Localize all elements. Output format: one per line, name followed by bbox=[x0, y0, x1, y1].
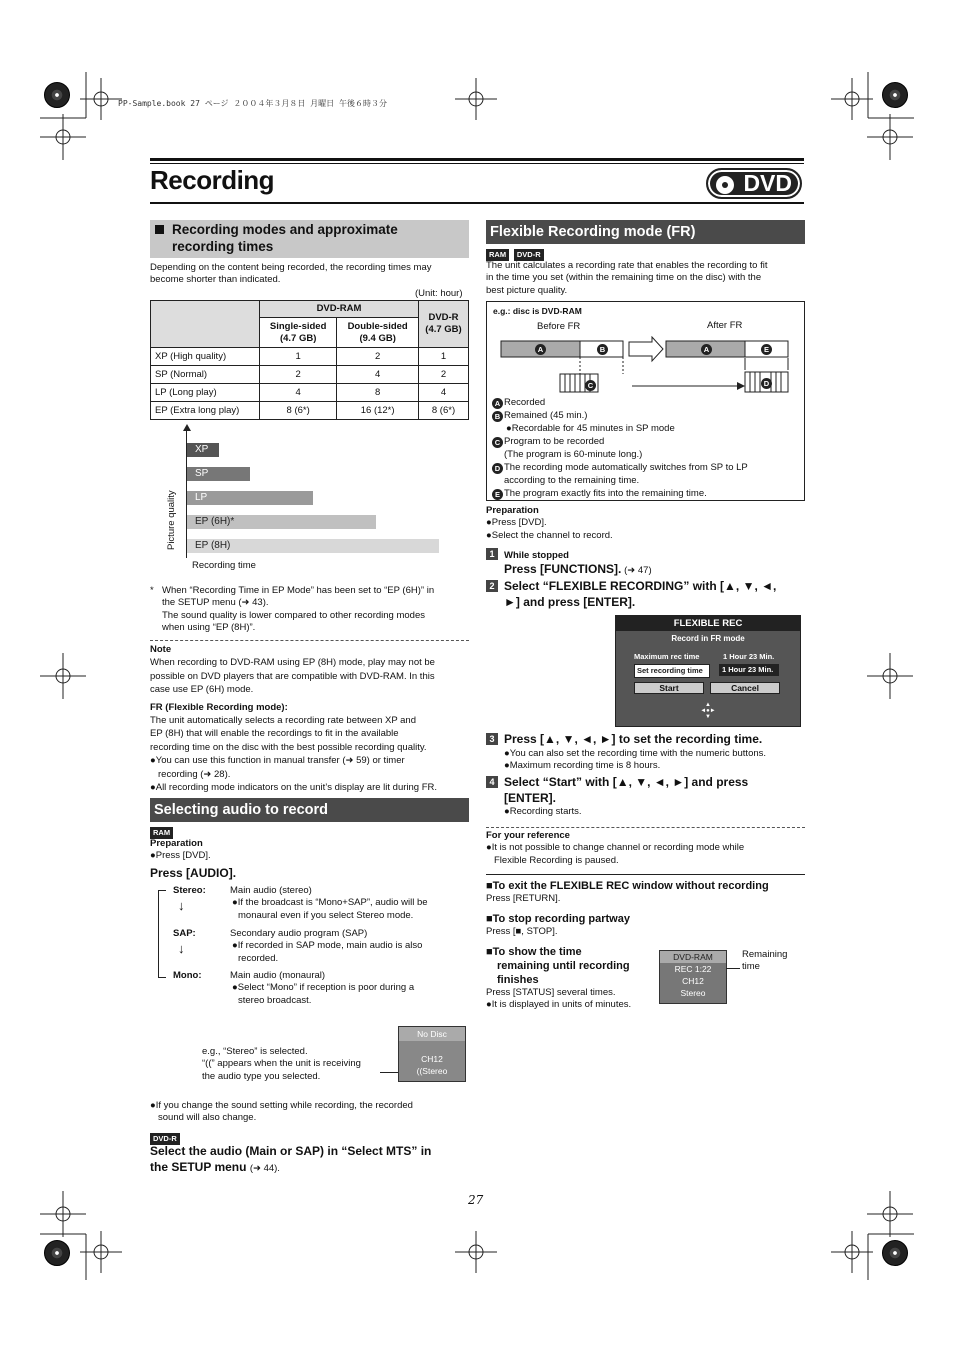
exit-text: Press [RETURN]. bbox=[486, 893, 561, 905]
fr-intro-line2: in the time you set (within the remaining time on the disc) with the bbox=[486, 272, 762, 284]
step3-main: Press [▲, ▼, ◄, ►] to set the recording time. bbox=[504, 732, 763, 746]
chart-xlabel: Recording time bbox=[192, 560, 256, 571]
for-your-reference bbox=[486, 830, 806, 867]
cell-single: 8 (6*) bbox=[260, 402, 337, 420]
chart-bar: EP (8H) bbox=[187, 539, 439, 553]
exit-block bbox=[486, 879, 806, 906]
header-dvdr-line1: DVD-R bbox=[428, 311, 459, 323]
example-line3: the audio type you selected. bbox=[202, 1070, 321, 1082]
reference-line1: ●It is not possible to change channel or recording mode while bbox=[486, 842, 745, 854]
step3-bullet1: ●You can also set the recording time with the numeric buttons. bbox=[504, 747, 767, 759]
step2-line1: Select “FLEXIBLE RECORDING” with [▲, ▼, ◄, bbox=[504, 579, 777, 593]
dvdr-badge-text: DVD-R bbox=[150, 1133, 180, 1145]
display-channel: CH12 bbox=[421, 1054, 443, 1064]
step1-main: Press [FUNCTIONS]. bbox=[504, 562, 622, 577]
note-line1: When recording to DVD-RAM using EP (8H) mode, play may not be bbox=[150, 657, 435, 669]
display-nodisc: No Disc bbox=[399, 1027, 465, 1041]
note-block bbox=[150, 643, 472, 794]
osd-set-value[interactable]: 1 Hour 23 Min. bbox=[719, 664, 779, 676]
legend-item: C Program to be recorded bbox=[492, 435, 802, 448]
chart-bar: LP bbox=[187, 491, 313, 505]
step3-bullet2: ●Maximum recording time is 8 hours. bbox=[504, 759, 661, 771]
footnote-line3: The sound quality is lower compared to other recording modes bbox=[162, 609, 425, 621]
mono-desc bbox=[230, 970, 470, 1007]
stop-block bbox=[486, 912, 806, 939]
cell-double: 2 bbox=[337, 348, 419, 366]
chart-y-arrow-icon bbox=[183, 424, 191, 431]
header-dvdram: DVD-RAM bbox=[260, 301, 419, 318]
cell-mode: LP (Long play) bbox=[151, 384, 260, 402]
stereo-bullet-line1: ●If the broadcast is “Mono+SAP”, audio will be bbox=[232, 897, 428, 909]
display-stereo: ((Stereo bbox=[416, 1066, 448, 1076]
cell-double: 4 bbox=[337, 366, 419, 384]
cell-dvdr: 2 bbox=[419, 366, 469, 384]
cell-single: 2 bbox=[260, 366, 337, 384]
remaining-time-label bbox=[742, 949, 787, 974]
prep-bullet: ●Press [DVD]. bbox=[150, 850, 211, 862]
fr-line3: recording time on the disc with the best possible recording quality. bbox=[150, 741, 427, 753]
ram-badge-text: RAM bbox=[150, 827, 173, 839]
osd-set-row[interactable] bbox=[634, 664, 780, 678]
status-line1: DVD-RAM bbox=[660, 951, 726, 963]
status-line3: CH12 bbox=[682, 976, 704, 986]
step1-ref: (➜ 47) bbox=[624, 565, 652, 577]
legend-marker-icon: B bbox=[492, 411, 503, 422]
prep-title: Preparation bbox=[150, 838, 203, 849]
table-row bbox=[151, 348, 469, 366]
osd-cancel-button[interactable]: Cancel bbox=[710, 682, 780, 694]
stereo-desc-text: Main audio (stereo) bbox=[230, 885, 312, 896]
fr-intro-line1: The unit calculates a recording rate that enables the recording to fit bbox=[486, 260, 768, 271]
header-single bbox=[260, 318, 337, 348]
footnote-line2: the SETUP menu (➜ 43). bbox=[162, 597, 269, 609]
osd-max-row bbox=[634, 652, 780, 662]
example-line2: “((” appears when the unit is receiving bbox=[202, 1058, 361, 1070]
fr-preparation bbox=[486, 505, 806, 542]
cell-single: 4 bbox=[260, 384, 337, 402]
note-line3: case use EP (6H) mode. bbox=[150, 684, 254, 696]
step-number: 4 bbox=[486, 776, 498, 788]
stop-text: Press [■, STOP]. bbox=[486, 926, 558, 938]
cell-double: 8 bbox=[337, 384, 419, 402]
show-title-line2: remaining until recording bbox=[497, 960, 630, 972]
fr-title: FR (Flexible Recording mode): bbox=[150, 701, 288, 713]
note-title: Note bbox=[150, 644, 172, 655]
stereo-bullet-line2: monaural even if you select Stereo mode. bbox=[238, 909, 414, 921]
cell-mode: SP (Normal) bbox=[151, 366, 260, 384]
legend-marker-icon: A bbox=[492, 398, 503, 409]
fr-intro-line3: best picture quality. bbox=[486, 284, 568, 296]
step-2 bbox=[486, 578, 806, 610]
header-dvdr bbox=[419, 301, 469, 348]
after-fr-label: After FR bbox=[707, 320, 743, 331]
show-bullet: ●It is displayed in units of minutes. bbox=[486, 999, 632, 1011]
sap-bullet-line2: recorded. bbox=[238, 952, 279, 964]
header-dvdr-line2: (4.7 GB) bbox=[425, 324, 462, 336]
section-recording-modes-header bbox=[150, 220, 469, 258]
table-row bbox=[151, 384, 469, 402]
step-1 bbox=[486, 548, 806, 578]
fr-bullet2: ●All recording mode indicators on the unit’s display are lit during FR. bbox=[150, 782, 438, 794]
title-rule-top bbox=[150, 158, 804, 161]
press-audio: Press [AUDIO]. bbox=[150, 866, 237, 880]
fr-bullet1-line1: ●You can use this function in manual transfer (➜ 59) or timer bbox=[150, 755, 405, 767]
remaining-line1: Remaining bbox=[742, 949, 788, 960]
show-title-line1: ■To show the time bbox=[486, 946, 582, 958]
step4-line2: [ENTER]. bbox=[504, 791, 556, 805]
unit-display bbox=[398, 1026, 466, 1082]
stereo-desc bbox=[230, 885, 470, 922]
footnote-line4: when using “EP (8H)”. bbox=[162, 622, 256, 634]
reference-line2: Flexible Recording is paused. bbox=[494, 854, 619, 866]
cell-dvdr: 8 (6*) bbox=[419, 402, 469, 420]
section-title-line2: recording times bbox=[172, 238, 274, 254]
down-arrow-icon: ↓ bbox=[178, 898, 185, 913]
step-number: 2 bbox=[486, 580, 498, 592]
prep-bullet2: ●Select the channel to record. bbox=[486, 529, 613, 541]
footnote-line1: When “Recording Time in EP Mode” has been set to “EP (6H)” in bbox=[162, 585, 435, 596]
sap-desc bbox=[230, 928, 470, 965]
mono-label: Mono: bbox=[173, 970, 202, 981]
fr-legend bbox=[492, 396, 802, 500]
osd-max-value: 1 Hour 23 Min. bbox=[723, 652, 775, 661]
quality-chart bbox=[160, 426, 460, 576]
status-line4: Stereo bbox=[680, 988, 706, 998]
cell-single: 1 bbox=[260, 348, 337, 366]
table-header-row bbox=[151, 301, 469, 318]
section-selecting-audio-header: Selecting audio to record bbox=[150, 798, 469, 822]
dvdr-badge-text: DVD-R bbox=[514, 249, 544, 261]
legend-marker-icon: C bbox=[492, 437, 503, 448]
print-header: PP-Sample.book 27 ページ ２００４年３月８日 月曜日 午後６時３分 bbox=[118, 99, 387, 108]
show-time-block bbox=[486, 945, 656, 1012]
down-arrow-icon: ↓ bbox=[178, 941, 185, 956]
ram-badge-text: RAM bbox=[486, 249, 509, 261]
marker-b-icon: B bbox=[597, 344, 608, 355]
square-bullet-icon bbox=[155, 225, 164, 234]
mono-bullet-line2: stereo broadcast. bbox=[238, 994, 312, 1006]
flexible-rec-osd bbox=[615, 615, 801, 727]
osd-subtitle: Record in FR mode bbox=[671, 634, 745, 643]
legend-item: ●Recordable for 45 minutes in SP mode bbox=[506, 423, 675, 434]
cycle-line-bottom bbox=[158, 977, 166, 978]
change-line2: sound will also change. bbox=[158, 1112, 257, 1124]
header-double-line1: Double-sided bbox=[347, 320, 408, 332]
sap-label: SAP: bbox=[173, 928, 196, 939]
legend-item: (The program is 60-minute long.) bbox=[504, 449, 643, 460]
remaining-pointer-line bbox=[726, 968, 740, 969]
legend-item: A Recorded bbox=[492, 396, 802, 409]
marker-e-icon: E bbox=[761, 344, 772, 355]
select-ref: (➜ 44). bbox=[249, 1163, 280, 1174]
fr-diagram bbox=[487, 336, 806, 396]
prep-title: Preparation bbox=[486, 505, 539, 516]
step-number: 3 bbox=[486, 733, 498, 745]
marker-a-icon: A bbox=[701, 344, 712, 355]
legend-item: according to the remaining time. bbox=[504, 475, 640, 486]
cycle-line-vertical bbox=[158, 890, 159, 978]
chart-ylabel: Picture quality bbox=[165, 490, 177, 551]
status-line2: REC 1:22 bbox=[674, 964, 712, 974]
footnote-star: * bbox=[150, 585, 154, 596]
step-number: 1 bbox=[486, 548, 498, 560]
status-display bbox=[659, 950, 727, 1004]
marker-c-icon: C bbox=[585, 380, 596, 391]
title-rule-bottom bbox=[150, 202, 804, 204]
step-4 bbox=[486, 774, 806, 818]
intro-line1: Depending on the content being recorded, the recording times may bbox=[150, 262, 432, 273]
step4-bullet1: ●Recording starts. bbox=[504, 806, 582, 817]
marker-a-icon: A bbox=[535, 344, 546, 355]
header-single-line1: Single-sided bbox=[269, 320, 327, 332]
unit-note: (Unit: hour) bbox=[415, 288, 463, 299]
cell-double: 16 (12*) bbox=[337, 402, 419, 420]
select-line2: the SETUP menu bbox=[150, 1160, 247, 1174]
remaining-line2: time bbox=[742, 961, 760, 973]
reference-title: For your reference bbox=[486, 830, 570, 841]
stop-title: ■To stop recording partway bbox=[486, 913, 630, 925]
osd-set-label: Set recording time bbox=[634, 664, 710, 678]
dvd-logo bbox=[706, 168, 802, 199]
fr-example-box bbox=[486, 301, 805, 501]
step2-line2: ►] and press [ENTER]. bbox=[504, 595, 636, 609]
marker-d-icon: D bbox=[761, 378, 772, 389]
change-line1: ●If you change the sound setting while recording, the recorded bbox=[150, 1100, 413, 1111]
legend-item: D The recording mode automatically switches from SP to LP bbox=[492, 461, 802, 474]
header-double bbox=[337, 318, 419, 348]
fr-intro bbox=[486, 260, 806, 297]
osd-max-label: Maximum rec time bbox=[634, 652, 700, 661]
legend-marker-icon: D bbox=[492, 463, 503, 474]
stereo-label: Stereo: bbox=[173, 885, 206, 896]
chart-bar: XP bbox=[187, 443, 219, 457]
sound-change-note bbox=[150, 1100, 470, 1125]
prep-bullet1: ●Press [DVD]. bbox=[486, 517, 547, 529]
sap-desc-text: Secondary audio program (SAP) bbox=[230, 928, 368, 939]
osd-title: FLEXIBLE REC bbox=[616, 616, 800, 631]
fr-line2: EP (8H) that will enable the recordings to fit in the available bbox=[150, 728, 399, 740]
osd-start-button[interactable]: Start bbox=[634, 682, 704, 694]
exit-title: ■To exit the FLEXIBLE REC window without recording bbox=[486, 880, 769, 892]
before-fr-label: Before FR bbox=[537, 321, 581, 332]
header-single-line2: (4.7 GB) bbox=[279, 332, 317, 344]
legend-marker-icon: E bbox=[492, 489, 503, 500]
section-title-line1: Recording modes and approximate bbox=[172, 222, 398, 237]
show-title-line3: finishes bbox=[497, 974, 539, 986]
page-number: 27 bbox=[468, 1193, 484, 1207]
show-text: Press [STATUS] several times. bbox=[486, 987, 616, 998]
dpad-icon: ▲ ◄●► ▼ bbox=[700, 702, 716, 720]
table-row bbox=[151, 366, 469, 384]
audio-example bbox=[202, 1046, 392, 1083]
mono-desc-text: Main audio (monaural) bbox=[230, 970, 326, 981]
select-audio-instruction bbox=[150, 1143, 475, 1177]
recording-times-table bbox=[150, 300, 469, 420]
divider bbox=[150, 640, 469, 641]
header-double-line2: (9.4 GB) bbox=[359, 332, 396, 344]
legend-item: B Remained (45 min.) bbox=[492, 409, 802, 422]
page-title: Recording bbox=[150, 165, 275, 195]
dvd-logo-text: DVD bbox=[743, 169, 792, 196]
note-line2: possible on DVD players that are compatible with DVD-RAM. In this bbox=[150, 670, 435, 682]
step1-pre: While stopped bbox=[504, 550, 569, 561]
chart-bar: SP bbox=[187, 467, 250, 481]
chart-bar: EP (6H)* bbox=[187, 515, 376, 529]
cell-dvdr: 1 bbox=[419, 348, 469, 366]
cell-mode: XP (High quality) bbox=[151, 348, 260, 366]
divider bbox=[486, 874, 805, 875]
cycle-line-top bbox=[158, 890, 166, 891]
table-corner bbox=[151, 301, 260, 348]
divider bbox=[486, 827, 805, 828]
audio-preparation bbox=[150, 838, 211, 863]
intro-line2: become shorter than indicated. bbox=[150, 274, 281, 286]
fr-bullet1-line2: recording (➜ 28). bbox=[158, 768, 231, 780]
step-3 bbox=[486, 732, 806, 772]
disc-icon bbox=[716, 176, 734, 194]
select-line1: Select the audio (Main or SAP) in “Select MTS” in bbox=[150, 1144, 432, 1158]
mono-bullet-line1: ●Select “Mono” if reception is poor during a bbox=[232, 982, 415, 994]
example-title: e.g.: disc is DVD-RAM bbox=[493, 306, 582, 316]
legend-item: E The program exactly fits into the remaining time. bbox=[492, 487, 802, 500]
footnote bbox=[150, 585, 470, 634]
section-flexible-recording-header: Flexible Recording mode (FR) bbox=[486, 220, 805, 244]
example-line1: e.g., “Stereo” is selected. bbox=[202, 1046, 308, 1057]
table-row bbox=[151, 402, 469, 420]
recording-intro bbox=[150, 262, 470, 287]
sap-bullet-line1: ●If recorded in SAP mode, main audio is also bbox=[232, 940, 423, 952]
step4-line1: Select “Start” with [▲, ▼, ◄, ►] and press bbox=[504, 775, 749, 789]
fr-line1: The unit automatically selects a recording rate between XP and bbox=[150, 715, 416, 727]
cell-dvdr: 4 bbox=[419, 384, 469, 402]
cell-mode: EP (Extra long play) bbox=[151, 402, 260, 420]
